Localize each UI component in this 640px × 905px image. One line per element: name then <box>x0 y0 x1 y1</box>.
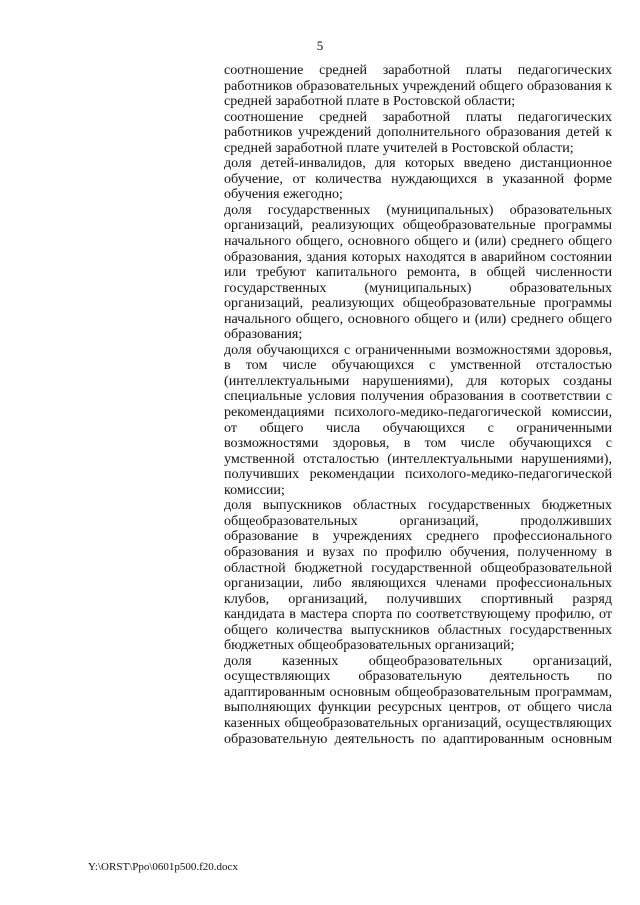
paragraph-continued: доля казенных общеобразовательных организаций, осуществляющих образовательную деятельность по адаптированным основным общеобразовательным программам, выполняющих функции ресурсных центров, от общего числа казенных общеобразовательных организаций, осуществляющих образовательную деятельность по адаптированным основным <box>224 652 612 747</box>
paragraph: доля обучающихся с ограниченными возможностями здоровья, в том числе обучающихся с умственной отсталостью (интеллектуальными нарушениями), для которых созданы специальные условия получения образования в соответствии с рекомендациями психолого-медико-педагогической комиссии, от общего числа обучающихся с ограниченными возможностями здоровья, в том числе обучающихся с умственной отсталостью (интеллектуальными нарушениями), получивших рекомендации психолого-медико-педагогической комиссии; <box>224 341 612 498</box>
paragraph: доля детей-инвалидов, для которых введено дистанционное обучение, от количества нуждающихся в указанной форме обучения ежегодно; <box>224 155 612 203</box>
footer-file-path: Y:\ORST\Ppo\0601p500.f20.docx <box>88 861 238 873</box>
paragraph: доля выпускников областных государственных бюджетных общеобразовательных организаций, продолживших образование в учреждениях среднего профессионального образования и вузах по профилю обучения, полученному в областной бюджетной государственной общеобразовательной организации, либо являющихся членами профессиональных клубов, организаций, получивших спортивный разряд кандидата в мастера спорта по соответствующему профилю, от общего количества выпускников областных государственных бюджетных общеобразовательных организаций; <box>224 497 612 654</box>
page-number: 5 <box>316 38 324 53</box>
document-body <box>224 63 612 747</box>
paragraph: соотношение средней заработной платы педагогических работников образовательных учреждений общего образования к средней заработной плате в Ростовской области; <box>224 62 612 110</box>
paragraph: доля государственных (муниципальных) образовательных организаций, реализующих общеобразовательные программы начального общего, основного общего и (или) среднего общего образования, здания которых находятся в аварийном состоянии или требуют капитального ремонта, в общей численности государственных (муниципальных) образовательных организаций, реализующих общеобразовательные программы начального общего, основного общего и (или) среднего общего образования; <box>224 201 612 343</box>
paragraph: соотношение средней заработной платы педагогических работников учреждений дополнительного образования детей к средней заработной плате учителей в Ростовской области; <box>224 108 612 156</box>
